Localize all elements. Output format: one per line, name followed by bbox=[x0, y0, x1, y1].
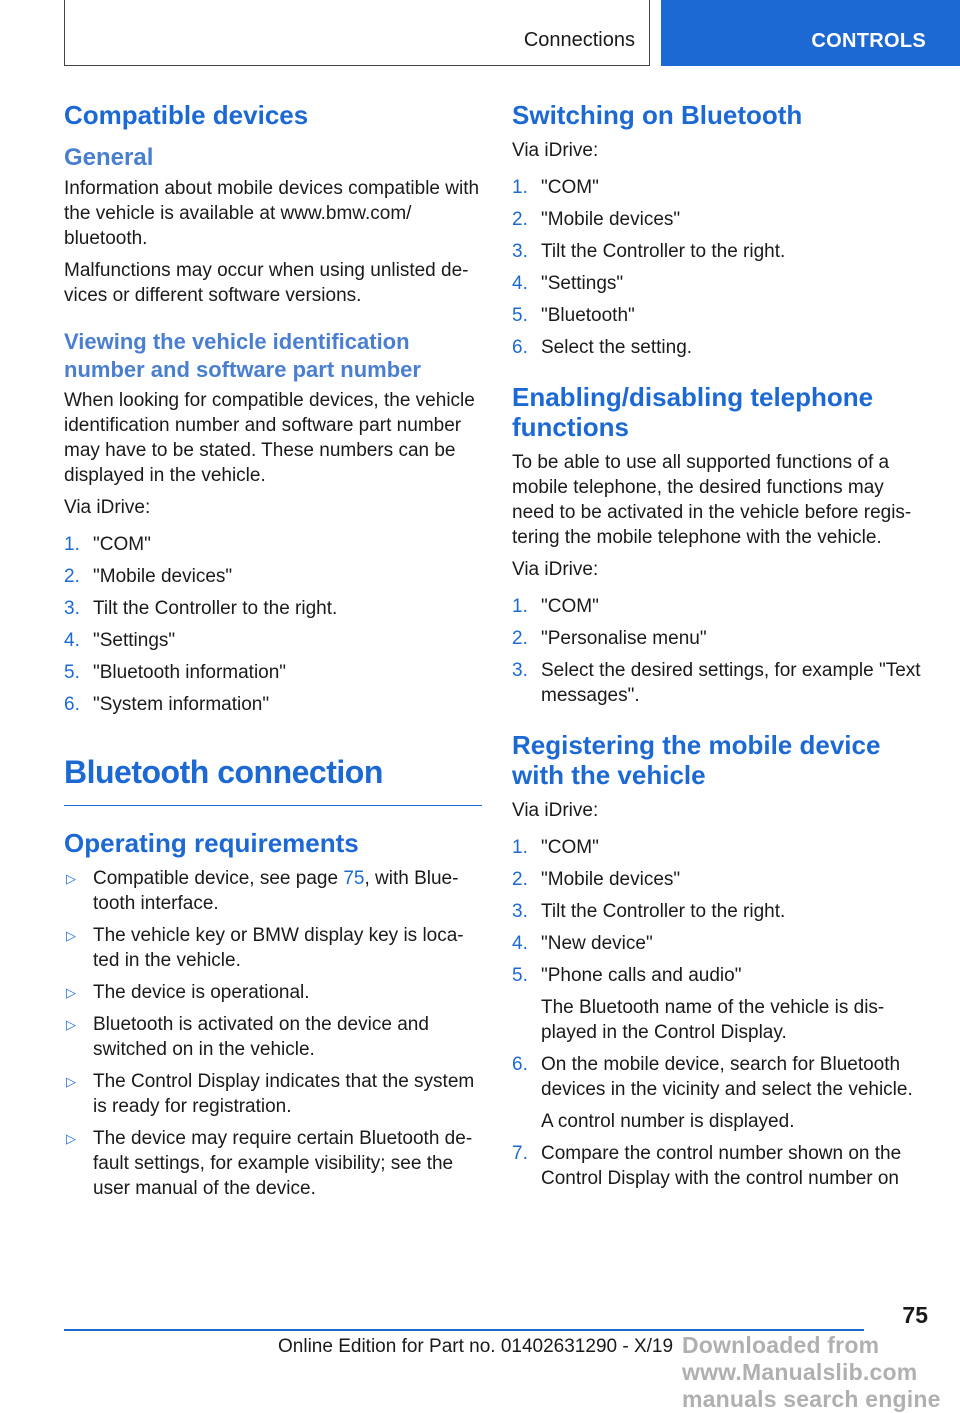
list-item bbox=[512, 658, 930, 708]
header-section-box bbox=[64, 0, 650, 66]
step-number: 2. bbox=[512, 869, 528, 890]
step-number: 4. bbox=[512, 273, 528, 294]
list-item bbox=[64, 660, 482, 685]
step-text: "System information" bbox=[93, 694, 270, 715]
bullet-triangle-icon: ▷ bbox=[66, 871, 76, 886]
list-item bbox=[64, 980, 482, 1005]
requirements-list bbox=[64, 866, 482, 1201]
list-item bbox=[64, 532, 482, 557]
list-item bbox=[512, 594, 930, 619]
step-number: 5. bbox=[64, 662, 80, 683]
list-item bbox=[64, 628, 482, 653]
requirement-text: Bluetooth is activated on the device and switched on in the vehicle. bbox=[93, 1014, 429, 1060]
bullet-triangle-icon: ▷ bbox=[66, 1017, 76, 1032]
list-item bbox=[512, 239, 930, 264]
step-note: A control number is displayed. bbox=[541, 1111, 795, 1132]
list-item bbox=[512, 1141, 930, 1191]
step-number: 2. bbox=[512, 628, 528, 649]
list-item bbox=[512, 899, 930, 924]
list-item bbox=[512, 626, 930, 651]
step-text: Tilt the Controller to the right. bbox=[541, 241, 786, 262]
heading-general: General bbox=[64, 144, 154, 171]
step-text: "Settings" bbox=[541, 273, 624, 294]
edition-note: Online Edition for Part no. 01402631290 - X/19 bbox=[278, 1336, 674, 1357]
step-text: On the mobile device, search for Bluetooth devices in the vicinity and select the vehicle. bbox=[541, 1054, 913, 1100]
steps-list-switching bbox=[512, 175, 930, 360]
list-item bbox=[64, 1012, 482, 1062]
list-item bbox=[512, 207, 930, 232]
step-text: Tilt the Controller to the right. bbox=[541, 901, 786, 922]
step-text: "Mobile devices" bbox=[541, 209, 681, 230]
requirement-text: The vehicle key or BMW display key is loca‐ ted in the vehicle. bbox=[93, 925, 464, 971]
page-reference-link[interactable]: 75 bbox=[343, 868, 365, 889]
via-idrive-label: Via iDrive: bbox=[512, 800, 599, 821]
step-number: 6. bbox=[64, 694, 80, 715]
step-text: "COM" bbox=[541, 837, 599, 858]
paragraph-general-2: Malfunctions may occur when using unlisted de‐ vices or different software versions. bbox=[64, 260, 469, 306]
paragraph-viewing: When looking for compatible devices, the vehicle identification number and software part number may have to be stated. These numbers can be displayed in the vehicle. bbox=[64, 390, 475, 486]
step-number: 4. bbox=[64, 630, 80, 651]
paragraph-general-1: Information about mobile devices compatible with the vehicle is available at www.bmw.com/ bluetooth. bbox=[64, 178, 480, 249]
step-text: "Bluetooth" bbox=[541, 305, 635, 326]
header-chapter-label: CONTROLS bbox=[811, 30, 926, 52]
heading-enabling-telephone-functions: Enabling/disabling telephone functions bbox=[512, 382, 874, 442]
step-note: The Bluetooth name of the vehicle is dis‐ played in the Control Display. bbox=[541, 997, 885, 1043]
heading-registering-device: Registering the mobile device with the vehicle bbox=[512, 730, 881, 790]
step-text: Select the setting. bbox=[541, 337, 693, 358]
step-number: 1. bbox=[512, 596, 528, 617]
list-item bbox=[512, 867, 930, 892]
step-text: "Mobile devices" bbox=[93, 566, 233, 587]
step-number: 5. bbox=[512, 965, 528, 986]
step-number: 1. bbox=[64, 534, 80, 555]
steps-list-registering bbox=[512, 835, 930, 1191]
list-item bbox=[64, 923, 482, 973]
step-text: "Mobile devices" bbox=[541, 869, 681, 890]
bullet-triangle-icon: ▷ bbox=[66, 1074, 76, 1089]
step-number: 2. bbox=[512, 209, 528, 230]
step-text: Select the desired settings, for example "Text messages". bbox=[541, 660, 921, 706]
requirement-text: , with Blue‐ tooth interface. bbox=[93, 868, 459, 914]
watermark: Downloaded from www.Manualslib.com manuals search engine bbox=[682, 1332, 941, 1412]
steps-list-viewing bbox=[64, 532, 482, 717]
list-item bbox=[512, 303, 930, 328]
step-text: Compare the control number shown on the Control Display with the control number on bbox=[541, 1143, 902, 1189]
step-number: 3. bbox=[512, 660, 528, 681]
heading-bluetooth-connection: Bluetooth connection bbox=[64, 753, 482, 806]
step-number: 3. bbox=[512, 241, 528, 262]
step-text: "COM" bbox=[541, 177, 599, 198]
step-number: 3. bbox=[64, 598, 80, 619]
heading-compatible-devices: Compatible devices bbox=[64, 100, 309, 130]
list-item bbox=[512, 271, 930, 296]
step-number: 2. bbox=[64, 566, 80, 587]
bullet-triangle-icon: ▷ bbox=[66, 985, 76, 1000]
step-text: "COM" bbox=[93, 534, 151, 555]
right-column bbox=[512, 100, 930, 1198]
list-item bbox=[64, 1126, 482, 1201]
step-text: "COM" bbox=[541, 596, 599, 617]
step-number: 6. bbox=[512, 337, 528, 358]
list-item bbox=[64, 692, 482, 717]
list-item bbox=[512, 963, 930, 1045]
via-idrive-label: Via iDrive: bbox=[512, 559, 599, 580]
list-item bbox=[512, 175, 930, 200]
step-number: 7. bbox=[512, 1143, 528, 1164]
heading-switching-on-bluetooth: Switching on Bluetooth bbox=[512, 100, 803, 130]
requirement-text: The Control Display indicates that the system is ready for registration. bbox=[93, 1071, 475, 1117]
page-header bbox=[0, 0, 960, 66]
list-item bbox=[64, 1069, 482, 1119]
step-text: "Phone calls and audio" bbox=[541, 965, 742, 986]
requirement-text: The device is operational. bbox=[93, 982, 310, 1003]
via-idrive-label: Via iDrive: bbox=[512, 140, 599, 161]
requirement-text: Compatible device, see page bbox=[93, 868, 344, 889]
bullet-triangle-icon: ▷ bbox=[66, 1131, 76, 1146]
footer-divider bbox=[64, 1329, 864, 1331]
bullet-triangle-icon: ▷ bbox=[66, 928, 76, 943]
steps-list-enabling bbox=[512, 594, 930, 708]
step-number: 4. bbox=[512, 933, 528, 954]
step-number: 6. bbox=[512, 1054, 528, 1075]
paragraph-enabling: To be able to use all supported functions of a mobile telephone, the desired functions may need to be activated in the vehicle before regis‐ tering the mobile telephone with the vehicle. bbox=[512, 452, 912, 548]
step-text: "Personalise menu" bbox=[541, 628, 707, 649]
list-item bbox=[512, 1052, 930, 1134]
header-section-title: Connections bbox=[523, 29, 635, 51]
list-item bbox=[512, 335, 930, 360]
step-number: 1. bbox=[512, 837, 528, 858]
step-text: "Settings" bbox=[93, 630, 176, 651]
header-chapter-tab bbox=[661, 0, 960, 66]
list-item bbox=[64, 866, 482, 916]
via-idrive-label: Via iDrive: bbox=[64, 497, 151, 518]
list-item bbox=[64, 564, 482, 589]
step-text: "New device" bbox=[541, 933, 653, 954]
list-item bbox=[512, 835, 930, 860]
requirement-text: The device may require certain Bluetooth de‐ fault settings, for example visibility; see the user manual of the device. bbox=[93, 1128, 473, 1199]
step-number: 1. bbox=[512, 177, 528, 198]
heading-operating-requirements: Operating requirements bbox=[64, 828, 359, 858]
step-number: 3. bbox=[512, 901, 528, 922]
list-item bbox=[64, 596, 482, 621]
page-number: 75 bbox=[902, 1302, 928, 1328]
step-text: "Bluetooth information" bbox=[93, 662, 287, 683]
heading-viewing-vin: Viewing the vehicle identification number and software part number bbox=[64, 329, 421, 382]
step-text: Tilt the Controller to the right. bbox=[93, 598, 338, 619]
list-item bbox=[512, 931, 930, 956]
left-column bbox=[64, 100, 482, 1208]
step-number: 5. bbox=[512, 305, 528, 326]
